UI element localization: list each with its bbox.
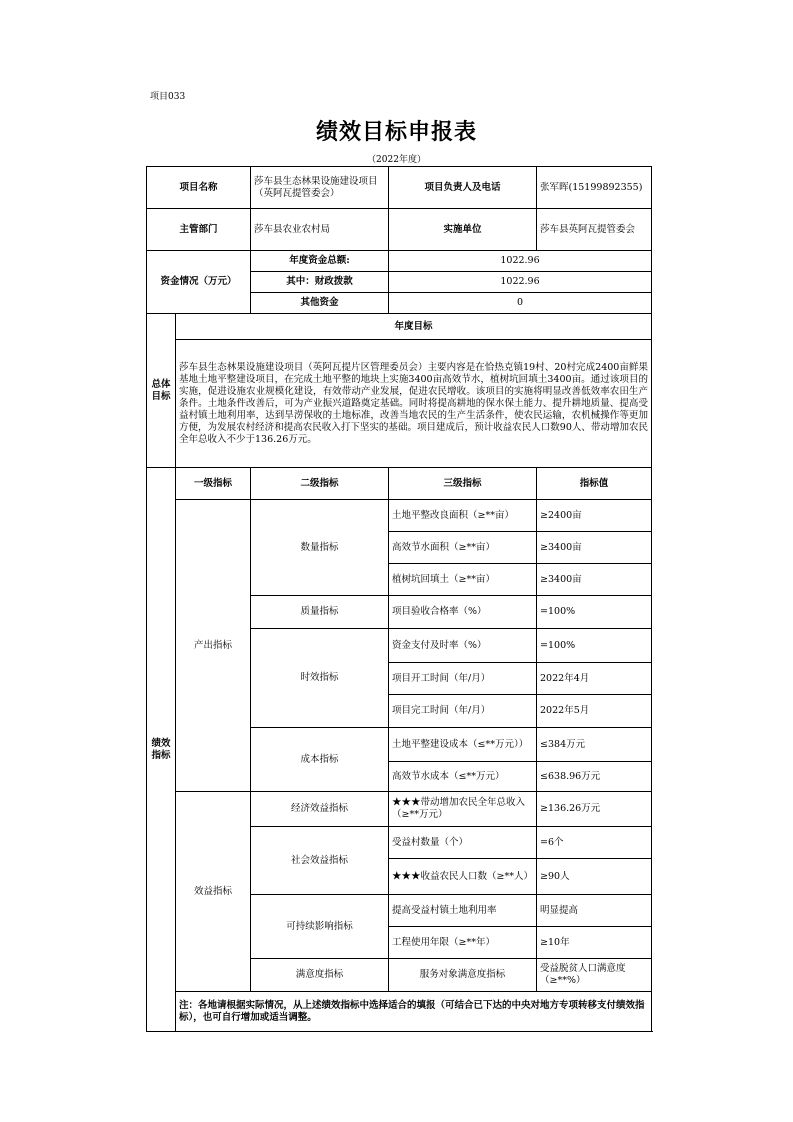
cost-indicators-label: 成本指标 (251, 728, 389, 792)
timeliness-indicators-label: 时效指标 (251, 629, 389, 728)
quantity-indicators-label: 数量指标 (251, 500, 389, 596)
indicator-name: 项目开工时间（年/月） (389, 663, 537, 695)
indicator-name: 资金支付及时率（%） (389, 629, 537, 663)
indicator-name: ★★★带动增加农民全年总收入（≥**万元） (389, 792, 537, 827)
funds-total-label: 年度资金总额: (251, 251, 389, 272)
indicator-value: ≤638.96万元 (537, 762, 652, 792)
indicator-name: 提高受益村镇土地利用率 (389, 895, 537, 927)
indicator-value: ≥90人 (537, 859, 652, 895)
social-indicators-label: 社会效益指标 (251, 827, 389, 895)
indicator-value: ≥3400亩 (537, 532, 652, 564)
col-value: 指标值 (537, 468, 652, 500)
indicator-value: ≥10年 (537, 927, 652, 959)
col-level1: 一级指标 (176, 468, 251, 500)
page-title: 绩效目标申报表 (315, 119, 477, 145)
indicator-name: 高效节水成本（≤**万元） (389, 762, 537, 792)
dept-label: 主管部门 (147, 209, 251, 251)
indicator-name: 植树坑回填土（≥**亩） (389, 564, 537, 596)
project-name-value: 莎车县生态林果设施建设项目（英阿瓦提管委会） (251, 167, 389, 209)
project-leader-value: 张军晖(15199892355) (537, 167, 652, 209)
goal-text: 莎车县生态林果设施建设项目（英阿瓦提片区管理委员会）主要内容是在恰热克镇19村、20村完成2400亩鲜果基地土地平整建设项目，在完成土地平整的地块上实施3400亩高效节水，植树坑回填土3400亩。通过该项目的实施，促进设施农业规模化建设，有效带动产业发展，促进农民增收。该项目的实施将明显改善低效率农田生产条件。土地条件改善后，可为产业振兴道路奠定基础。同时将提高耕地的保水保土能力、提升耕地质量、提高受益村镇土地利用率，达到旱涝保收的土地标准，改善当地农民的生产生活条件，使农民运输，农机械操作等更加方便，为发展农村经济和提高农民收入打下坚实的基础。项目建成后，预计收益农民人口数90人、带动增加农民全年总收入不少于136.26万元。 (176, 340, 652, 468)
service-satisfaction-label: 服务对象满意度指标 (389, 959, 537, 992)
funds-other-value: 0 (389, 293, 652, 314)
funds-label: 资金情况（万元） (147, 251, 251, 314)
indicator-value: =6个 (537, 827, 652, 859)
economic-indicators-label: 经济效益指标 (251, 792, 389, 827)
indicator-value: ≥3400亩 (537, 564, 652, 596)
goal-heading: 年度目标 (176, 314, 652, 340)
performance-table (146, 166, 652, 1032)
funds-other-label: 其他资金 (251, 293, 389, 314)
col-level2: 二级指标 (251, 468, 389, 500)
output-indicators-label: 产出指标 (176, 500, 251, 792)
project-code: 项目033 (150, 92, 186, 102)
indicator-name: 高效节水面积（≥**亩） (389, 532, 537, 564)
indicator-value: ≤384万元 (537, 728, 652, 762)
indicator-value: =100% (537, 596, 652, 629)
quality-indicators-label: 质量指标 (251, 596, 389, 629)
indicator-value: 明显提高 (537, 895, 652, 927)
indicator-name: ★★★收益农民人口数（≥**人） (389, 859, 537, 895)
sustain-indicators-label: 可持续影响指标 (251, 895, 389, 959)
project-leader-label: 项目负责人及电话 (389, 167, 537, 209)
indicator-name: 土地平整改良面积（≥**亩） (389, 500, 537, 532)
indicator-value: ≥136.26万元 (537, 792, 652, 827)
indicator-value: 2022年4月 (537, 663, 652, 695)
indicator-value: ≥2400亩 (537, 500, 652, 532)
unit-label: 实施单位 (389, 209, 537, 251)
indicator-value: 2022年5月 (537, 695, 652, 728)
benefit-indicators-label: 效益指标 (176, 792, 251, 992)
unit-value: 莎车县英阿瓦提管委会 (537, 209, 652, 251)
funds-fiscal-label: 其中：财政拨款 (251, 272, 389, 293)
dept-value: 莎车县农业农村局 (251, 209, 389, 251)
indicator-name: 受益脱贫人口满意度（≥**%） (537, 959, 652, 992)
indicators-label: 绩效指标 (147, 468, 176, 1032)
indicator-name: 项目完工时间（年/月） (389, 695, 537, 728)
indicator-name: 工程使用年限（≥**年） (389, 927, 537, 959)
indicator-name: 土地平整建设成本（≤**万元）） (389, 728, 537, 762)
funds-fiscal-value: 1022.96 (389, 272, 652, 293)
indicator-value: =100% (537, 629, 652, 663)
report-year: （2022年度） (367, 155, 426, 165)
indicator-name: 受益村数量（个） (389, 827, 537, 859)
indicator-name: 项目验收合格率（%） (389, 596, 537, 629)
project-name-label: 项目名称 (147, 167, 251, 209)
satisfaction-indicators-label: 满意度指标 (251, 959, 389, 992)
footer-note: 注：各地请根据实际情况，从上述绩效指标中选择适合的填报（可结合已下达的中央对地方专项转移支付绩效指标），也可自行增加或适当调整。 (176, 992, 652, 1032)
col-level3: 三级指标 (389, 468, 537, 500)
goal-label: 总体目标 (147, 314, 176, 468)
funds-total-value: 1022.96 (389, 251, 652, 272)
